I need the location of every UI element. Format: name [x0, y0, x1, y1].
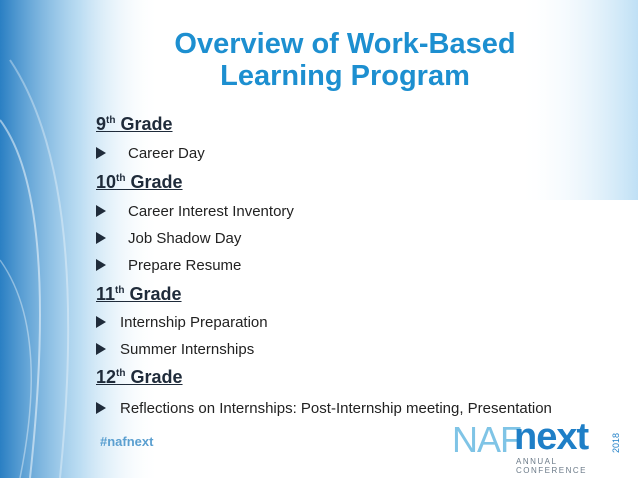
arrow-bullet-icon: [96, 343, 106, 355]
logo-next-text: next: [514, 416, 589, 458]
hashtag-label: #nafnext: [100, 434, 154, 449]
grade-heading-10: 10th Grade: [96, 172, 183, 192]
nafnext-logo: [452, 416, 628, 475]
slide-title-line1: Overview of Work-Based: [174, 28, 516, 60]
grade-heading-11: 11th Grade: [96, 284, 182, 304]
slide-title-line2: Learning Program: [220, 60, 470, 92]
grade-heading-12: 12th Grade: [96, 367, 183, 387]
arrow-bullet-icon: [96, 147, 106, 159]
list-item: Reflections on Internships: Post-Internship meeting, Presentation: [96, 400, 552, 417]
logo-naf-text: NAF: [452, 419, 521, 460]
slide-title: [110, 28, 580, 92]
list-item: Career Day: [96, 145, 205, 162]
list-item: Job Shadow Day: [96, 230, 241, 247]
arrow-bullet-icon: [96, 259, 106, 271]
logo-year-text: 2018: [611, 432, 621, 453]
logo-tagline: ANNUAL CONFERENCE: [516, 457, 588, 475]
arrow-bullet-icon: [96, 205, 106, 217]
list-item: Summer Internships: [96, 341, 254, 358]
list-item: Internship Preparation: [96, 314, 268, 331]
list-item: Prepare Resume: [96, 257, 241, 274]
grade-heading-9: 9th Grade: [96, 114, 173, 134]
arrow-bullet-icon: [96, 232, 106, 244]
list-item: Career Interest Inventory: [96, 203, 294, 220]
arrow-bullet-icon: [96, 316, 106, 328]
arrow-bullet-icon: [96, 402, 106, 414]
